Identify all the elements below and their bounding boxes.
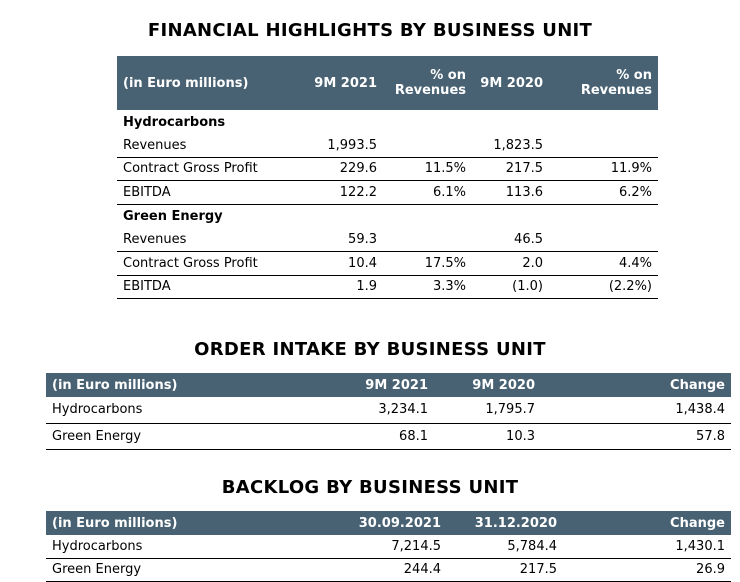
table-cell: 46.5 bbox=[472, 229, 549, 252]
row-label: Hydrocarbons bbox=[46, 397, 311, 423]
order-intake-title: ORDER INTAKE BY BUSINESS UNIT bbox=[194, 339, 546, 360]
table-cell: 1,795.7 bbox=[434, 397, 541, 423]
column-header: 9M 2021 bbox=[311, 373, 434, 397]
section-label: Green Energy bbox=[123, 209, 223, 224]
column-header: 9M 2020 bbox=[434, 373, 541, 397]
table-cell: 244.4 bbox=[311, 558, 447, 582]
table-cell: 122.2 bbox=[301, 181, 383, 205]
column-header: Change bbox=[563, 511, 731, 535]
table-header-row bbox=[117, 56, 658, 110]
table-cell: 4.4% bbox=[549, 252, 658, 276]
financial-highlights-title: FINANCIAL HIGHLIGHTS BY BUSINESS UNIT bbox=[147, 20, 593, 41]
table-cell: 57.8 bbox=[541, 423, 731, 450]
table-header-row bbox=[46, 511, 731, 535]
table-row bbox=[117, 134, 658, 157]
table-cell: 5,784.4 bbox=[447, 535, 563, 558]
table-cell: 113.6 bbox=[472, 181, 549, 205]
column-header: (in Euro millions) bbox=[46, 511, 311, 535]
table-cell: 2.0 bbox=[472, 252, 549, 276]
table-cell: 1,993.5 bbox=[301, 134, 383, 157]
table-row bbox=[117, 157, 658, 181]
table-row bbox=[46, 397, 731, 423]
column-header: 31.12.2020 bbox=[447, 511, 563, 535]
table-cell: 10.4 bbox=[301, 252, 383, 276]
column-header: Change bbox=[541, 373, 731, 397]
column-header: % on Revenues bbox=[549, 56, 658, 110]
table-cell: 3,234.1 bbox=[311, 397, 434, 423]
column-header: (in Euro millions) bbox=[46, 373, 311, 397]
backlog-table bbox=[46, 511, 731, 582]
table-cell: 6.2% bbox=[549, 181, 658, 205]
table-cell: 10.3 bbox=[434, 423, 541, 450]
table-cell: 68.1 bbox=[311, 423, 434, 450]
table-cell: 217.5 bbox=[472, 157, 549, 181]
row-label: Hydrocarbons bbox=[46, 535, 311, 558]
column-header: 30.09.2021 bbox=[311, 511, 447, 535]
table-cell bbox=[383, 229, 472, 252]
table-row bbox=[46, 558, 731, 582]
table-header-row bbox=[46, 373, 731, 397]
table-row bbox=[117, 181, 658, 205]
table-cell bbox=[383, 134, 472, 157]
table-cell: 6.1% bbox=[383, 181, 472, 205]
column-header: 9M 2020 bbox=[472, 56, 549, 110]
table-cell bbox=[549, 134, 658, 157]
table-cell: 11.5% bbox=[383, 157, 472, 181]
row-label: EBITDA bbox=[117, 275, 301, 299]
row-label: Green Energy bbox=[46, 558, 311, 582]
table-cell: 229.6 bbox=[301, 157, 383, 181]
table-cell: 59.3 bbox=[301, 229, 383, 252]
table-cell bbox=[549, 229, 658, 252]
table-cell: 3.3% bbox=[383, 275, 472, 299]
section-label: Hydrocarbons bbox=[123, 114, 226, 130]
table-cell: (1.0) bbox=[472, 275, 549, 299]
row-label: Green Energy bbox=[46, 423, 311, 450]
row-label: Contract Gross Profit bbox=[117, 252, 301, 276]
table-cell: 1.9 bbox=[301, 275, 383, 299]
table-cell: 1,430.1 bbox=[563, 535, 731, 558]
section-row bbox=[117, 204, 658, 229]
table-cell: 11.9% bbox=[549, 157, 658, 181]
row-label: Revenues bbox=[117, 134, 301, 157]
table-row bbox=[46, 535, 731, 558]
table-row bbox=[117, 275, 658, 299]
financial-highlights-table bbox=[117, 56, 658, 299]
table-cell: 1,438.4 bbox=[541, 397, 731, 423]
table-row bbox=[117, 229, 658, 252]
table-cell: 26.9 bbox=[563, 558, 731, 582]
column-header: 9M 2021 bbox=[301, 56, 383, 110]
table-row bbox=[117, 252, 658, 276]
table-cell: 17.5% bbox=[383, 252, 472, 276]
column-header: % on Revenues bbox=[383, 56, 472, 110]
table-cell: 217.5 bbox=[447, 558, 563, 582]
table-cell: (2.2%) bbox=[549, 275, 658, 299]
column-header: (in Euro millions) bbox=[117, 56, 301, 110]
row-label: Contract Gross Profit bbox=[117, 157, 301, 181]
row-label: Revenues bbox=[117, 229, 301, 252]
section-row bbox=[117, 110, 658, 134]
table-cell: 7,214.5 bbox=[311, 535, 447, 558]
row-label: EBITDA bbox=[117, 181, 301, 205]
table-row bbox=[46, 423, 731, 450]
order-intake-table bbox=[46, 373, 731, 450]
table-cell: 1,823.5 bbox=[472, 134, 549, 157]
backlog-title: BACKLOG BY BUSINESS UNIT bbox=[221, 477, 519, 498]
